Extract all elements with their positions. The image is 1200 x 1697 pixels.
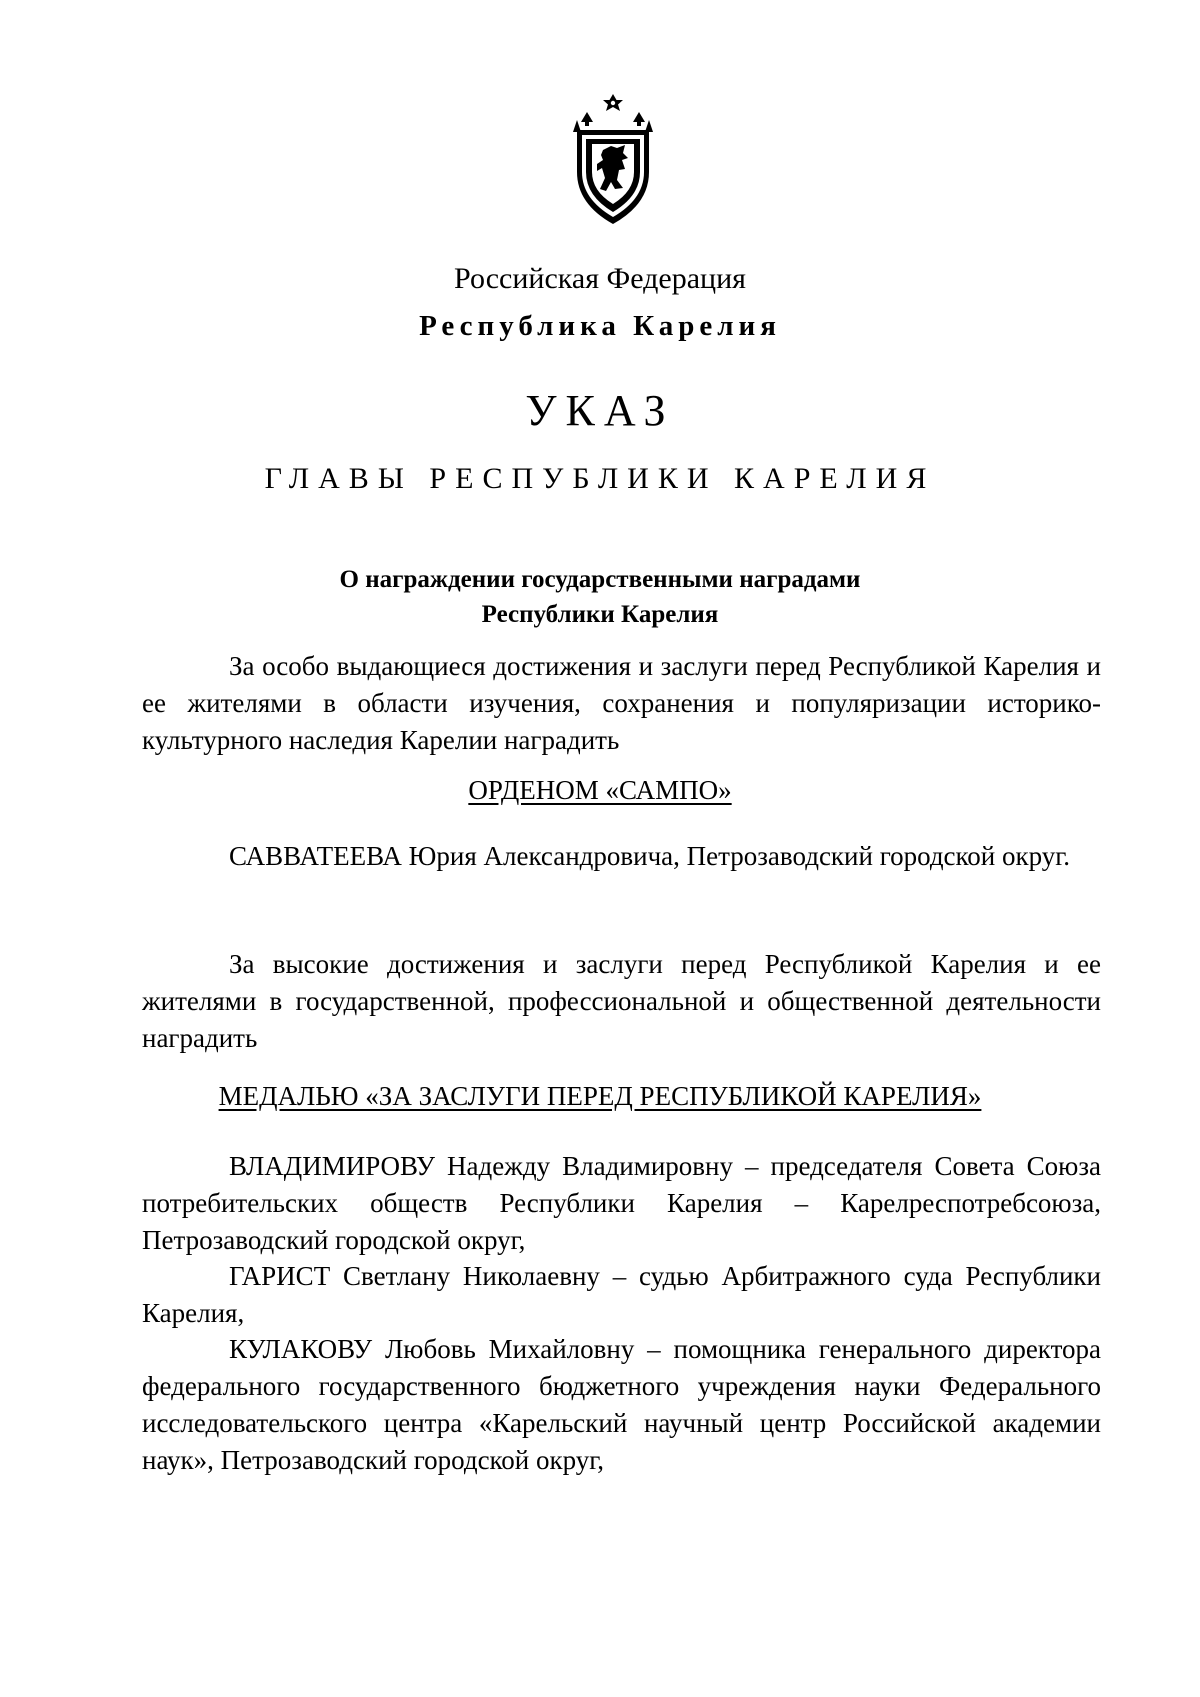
award-medal-merit-label: МЕДАЛЬЮ «ЗА ЗАСЛУГИ ПЕРЕД РЕСПУБЛИКОЙ КАРЕЛИЯ» xyxy=(218,1081,982,1111)
recipient-savvateev: САВВАТЕЕВА Юрия Александровича, Петрозаводский городской округ. xyxy=(229,841,1071,871)
subject-line-1: О награждении государственными наградами xyxy=(339,566,861,593)
award-medal-merit xyxy=(0,1081,1200,1112)
recipient-kulakova: КУЛАКОВУ Любовь Михайловну – помощника генерального директора федерального государственного бюджетного учреждения науки Федерального исследовательского центра «Карельский научный центр Российской академии наук», Петрозаводский городской округ, xyxy=(142,1334,1101,1475)
country-name: Российская Федерация xyxy=(454,262,746,295)
document-issuer: ГЛАВЫ РЕСПУБЛИКИ КАРЕЛИЯ xyxy=(264,462,936,495)
republic-name: Республика Карелия xyxy=(419,310,781,342)
award-order-sampo-label: ОРДЕНОМ «САМПО» xyxy=(468,775,732,805)
recipient-garist: ГАРИСТ Светлану Николаевну – судью Арбитражного суда Республики Карелия, xyxy=(142,1261,1101,1328)
decree-subject xyxy=(0,562,1200,632)
award-order-sampo xyxy=(0,775,1200,806)
document-type: УКАЗ xyxy=(525,386,675,435)
subject-line-2: Республики Карелия xyxy=(481,601,719,628)
recipient-vladimirova: ВЛАДИМИРОВУ Надежду Владимировну – председателя Совета Союза потребительских обществ Республики Карелия – Карелреспотребсоюза, Петрозаводский городской округ, xyxy=(142,1151,1101,1255)
section-1-intro: За особо выдающиеся достижения и заслуги перед Республикой Карелия и ее жителями в области изучения, сохранения и популяризации историко-культурного наследия Карелии наградить xyxy=(142,651,1101,755)
section-2-intro: За высокие достижения и заслуги перед Республикой Карелия и ее жителями в государственной, профессиональной и общественной деятельности наградить xyxy=(142,949,1101,1053)
republic-of-karelia-coat-of-arms-icon xyxy=(567,92,659,227)
